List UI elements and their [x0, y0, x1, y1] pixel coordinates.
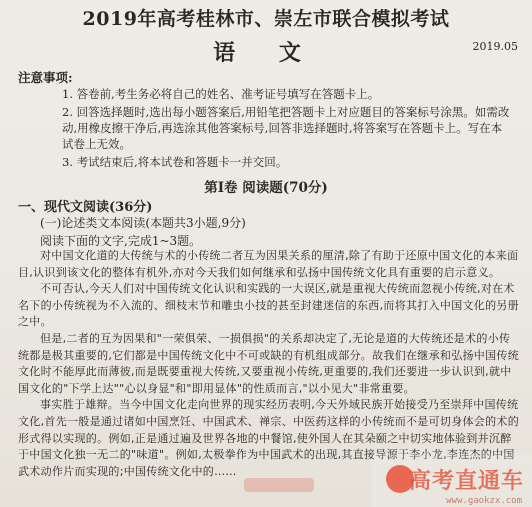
- exam-title: 2019年高考桂林市、崇左市联合模拟考试: [82, 8, 450, 30]
- subject-title: 语 文: [213, 40, 319, 66]
- watermark-brand: 高考直通车: [408, 469, 524, 494]
- notice-item: 2. 回答选择题时,选出每小题答案后,用铅笔把答题卡上对应题目的答案标号涂黑。如需改动,用橡皮擦干净后,再选涂其他答案标号,回答非选择题时,将答案写在答题卡上。写在本试卷上无效。: [62, 105, 510, 151]
- red-stamp-mark: [244, 478, 314, 492]
- passage-paragraph: 但是,二者的互为因果和"一荣俱荣、一损俱损"的关系却决定了,无论是道的大传统还是术的小传统都是极其重要的,它们都是中国传统文化中不可或缺的有机组成部分。故我们在继承和弘扬中国传统文化时不能厚此而薄彼,而是既要重视大传统,又要重视小传统,更重要的,我们还要进一步认识到,就中国文化的"下学上达""心以身显"和"即用显体"的性质而言,"以小见大"非常重要。: [18, 331, 519, 395]
- reading-passage: [18, 248, 520, 480]
- passage-paragraph: 不可否认,今天人们对中国传统文化认识和实践的一大误区,就是重视大传统而忽视小传统,对在术名下的小传统视为不入流的、细枝末节和雕虫小技的甚至封建迷信的东西,而将其打入中国文化的另册之中。: [18, 282, 519, 329]
- notice-item: 3. 考试结束后,将本试卷和答题卡一并交回。: [62, 155, 288, 169]
- exam-date: 2019.05: [472, 40, 518, 53]
- notice-heading: 注意事项:: [18, 70, 73, 85]
- part-heading: 一、现代文阅读(36分): [18, 200, 153, 215]
- sub-heading: (一)论述类文本阅读(本题共3小题,9分): [40, 216, 246, 230]
- notice-list: [62, 86, 512, 172]
- passage-paragraph: 事实胜于雄辩。当今中国文化走向世界的现实经历表明,今天外域民族开始接受乃至崇拜中国传统文化,首先一般是通过诸如中国烹饪、中国武术、禅宗、中医药这样的小传统而不是可切身体会的术的形式得以实现的。例如,正是通过遍及世界各地的中餐馆,使外国人在其朵颐之中切实地体验到并沉醉于中国文化独一无二的"味道"。例如,太极拳作为中国武术的出现,其直接导源于李小龙,李连杰的中国武术动作片而实现的;中国传统文化中的……: [18, 398, 519, 478]
- section-heading: 第Ⅰ卷 阅读题(70分): [204, 180, 328, 196]
- notice-item: 1. 答卷前,考生务必将自己的姓名、准考证号填写在答题卡上。: [62, 87, 380, 101]
- watermark-url: www.gaokzx.com: [446, 496, 522, 506]
- watermark: [372, 453, 532, 507]
- reading-instruction: 阅读下面的文字,完成1~3题。: [40, 234, 202, 248]
- passage-paragraph: 对中国文化道的大传统与术的小传统二者互为因果关系的厘清,除了有助于还原中国文化的本来面目,认识到该文化的整体有机外,亦对今天我们如何继承和弘扬中国传统文化具有重要的启示意义。: [18, 249, 519, 279]
